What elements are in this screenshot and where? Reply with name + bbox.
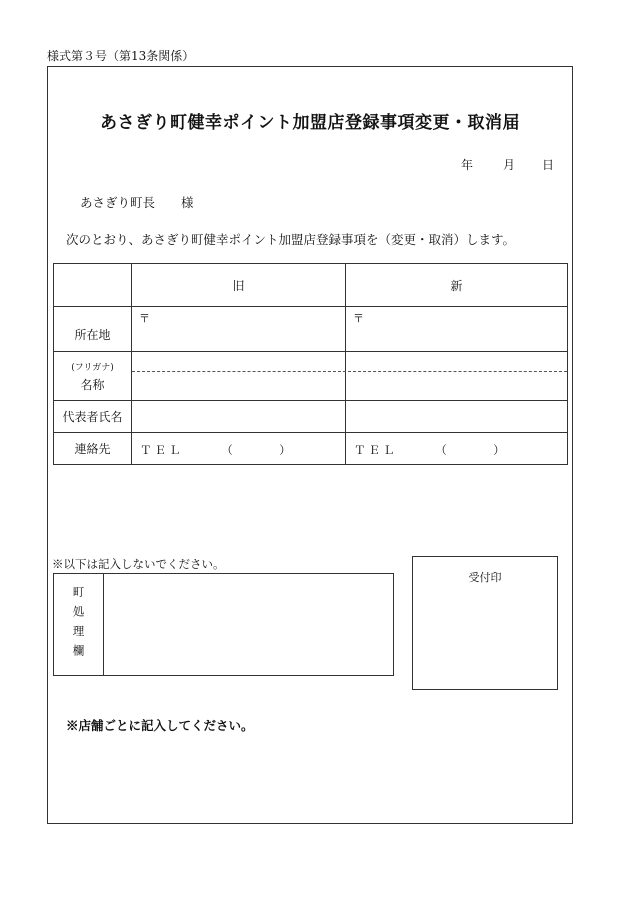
furigana-label: (フリガナ) bbox=[71, 362, 114, 373]
new-name-field[interactable] bbox=[345, 351, 568, 401]
processing-area bbox=[103, 573, 394, 676]
reception-stamp-box bbox=[412, 556, 558, 690]
old-name-field[interactable] bbox=[131, 351, 346, 401]
footer-note: ※店舗ごとに記入してください。 bbox=[66, 718, 254, 733]
processing-label: 町処理欄 bbox=[71, 585, 86, 664]
reception-stamp-label: 受付印 bbox=[468, 571, 502, 584]
addressee bbox=[80, 193, 194, 211]
new-contact-field[interactable] bbox=[345, 432, 568, 465]
row-label-contact: 連絡先 bbox=[53, 432, 132, 465]
new-tel-text: ＴＥＬ （ ） bbox=[354, 443, 508, 457]
date-year: 年 bbox=[461, 158, 474, 172]
addressee-honorific: 様 bbox=[181, 195, 194, 210]
column-old-header: 旧 bbox=[131, 263, 346, 307]
old-representative-field[interactable] bbox=[131, 400, 346, 433]
form-title: あさぎり町健幸ポイント加盟店登録事項変更・取消届 bbox=[100, 113, 520, 133]
name-label: 名称 bbox=[80, 377, 105, 392]
form-number: 様式第３号（第13条関係） bbox=[47, 49, 195, 63]
column-new-header: 新 bbox=[345, 263, 568, 307]
old-zip-mark: 〒 bbox=[139, 312, 150, 325]
row-label-representative: 代表者氏名 bbox=[53, 400, 132, 433]
intro-text: 次のとおり、あさぎり町健幸ポイント加盟店登録事項を（変更・取消）します。 bbox=[66, 232, 516, 247]
addressee-name: あさぎり町長 bbox=[80, 195, 156, 210]
old-tel-text: ＴＥＬ （ ） bbox=[140, 443, 294, 457]
new-zip-mark: 〒 bbox=[353, 312, 364, 325]
processing-label-cell bbox=[53, 573, 104, 676]
date-month: 月 bbox=[503, 158, 516, 172]
row-label-name bbox=[53, 351, 132, 401]
new-address-field[interactable] bbox=[345, 306, 568, 352]
old-contact-field[interactable] bbox=[131, 432, 346, 465]
date-day: 日 bbox=[542, 158, 555, 172]
new-representative-field[interactable] bbox=[345, 400, 568, 433]
row-label-address: 所在地 bbox=[53, 306, 132, 352]
office-use-note: ※以下は記入しないでください。 bbox=[52, 557, 225, 571]
furigana-divider bbox=[132, 371, 567, 372]
header-blank-cell bbox=[53, 263, 132, 307]
old-address-field[interactable] bbox=[131, 306, 346, 352]
